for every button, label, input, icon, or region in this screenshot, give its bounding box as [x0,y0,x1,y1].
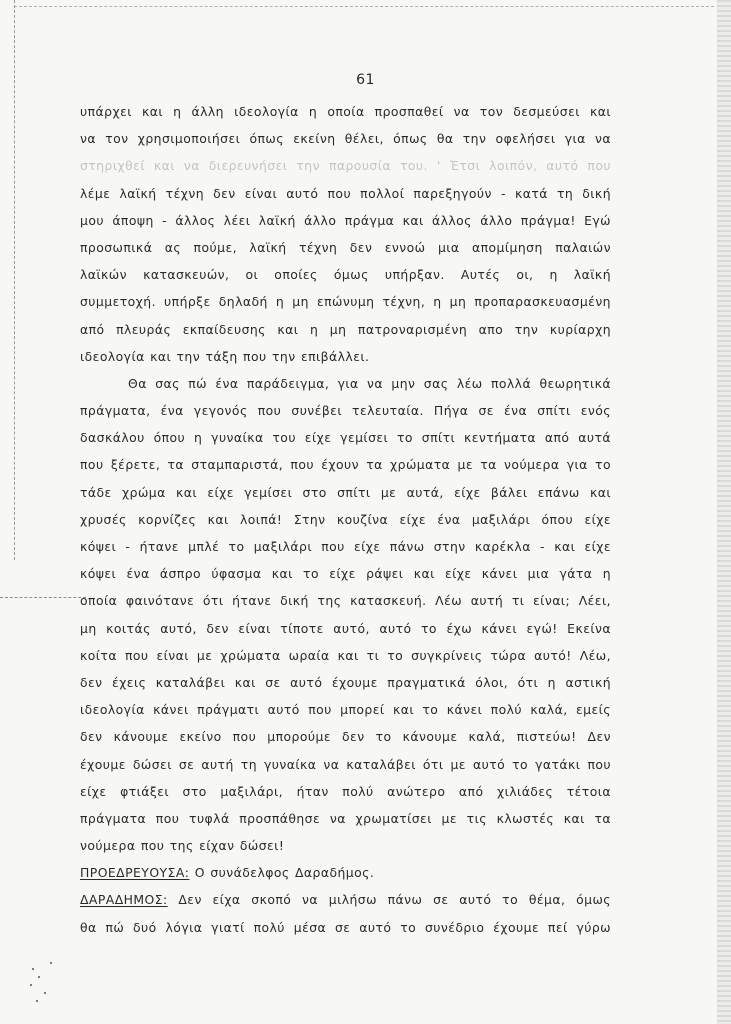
text-line: μη κοιτάς αυτό, δεν είναι τίποτε αυτό, αυτό το έχω κάνει εγώ! Εκείνα [80,620,611,636]
text-line: να τον χρησιμοποιήσει όπως εκείνη θέλει, όπως θα την οφελήσει για να [80,131,611,147]
speaker-name: ΠΡΟΕΔΡΕΥΟΥΣΑ: [80,865,190,881]
speech-text: Ο συνάδελφος Δαραδήμος. [189,865,375,881]
text-line: χρυσές κορνίζες και λοιπά! Στην κουζίνα είχε ένα μαξιλάρι όπου είχε [80,511,611,527]
text-line: που ξέρετε, τα σταμπαριστά, που έχουν τα χρώματα με τα νούμερα για το [80,457,611,473]
text-line: λαϊκών κατασκευών, οι οποίες όμως υπήρξαν. Αυτές οι, η λαϊκή [80,267,611,283]
text-line: Θα σας πώ ένα παράδειγμα, για να μην σας λέω πολλά θεωρητικά [128,375,611,391]
text-line: λέμε λαϊκή τέχνη δεν είναι αυτό που πολλοί παρεξηγούν - κατά τη δική [80,185,611,201]
speaker-name: ΔΑΡΑΔΗΜΟΣ: [80,892,168,908]
scan-right-edge [717,0,731,1024]
text-line: μου άποψη - άλλος λέει λαϊκή άλλο πράγμα και άλλος άλλο πράγμα! Εγώ [80,212,611,228]
text-line: πράγματα, ένα γεγονός που συνέβει τελευταία. Πήγα σε ένα σπίτι ενός [80,403,611,419]
page-number: 61 [356,72,375,88]
text-line: δεν κάνουμε εκείνο που μπορούμε δεν το κάνουμε καλά, πιστεύω! Δεν [80,729,611,745]
paragraph-2 [80,370,611,859]
text-line: κόψει - ήτανε μπλέ το μαξιλάρι που είχε πάνω στην καρέκλα - και είχε [80,539,611,554]
scan-specks [28,950,88,1010]
scan-top-edge [14,6,714,7]
speech-text: Δεν είχα σκοπό να μιλήσω πάνω σε αυτό το θέμα, όμως [167,892,611,908]
text-line: ιδεολογία και την τάξη που την επιβάλλει. [80,348,370,364]
text-line-faded: στηριχθεί και να διερευνήσει την παρουσία του. ' Έτσι λοιπόν, αυτό που [80,158,611,174]
text-line: συμμετοχή. υπήρξε δηλαδή η μη επώνυμη τέχνη, η μη προπαρασκευασμένη [80,294,611,310]
text-line: προσωπικά ας πούμε, λαϊκή τέχνη δεν εννοώ μια απομίμηση παλαιών [80,239,611,255]
document-body [80,98,611,941]
text-line: κοίτα που είναι με χρώματα ωραία και τι το συγκρίνεις τώρα αυτό! Λέω, [80,647,611,663]
fold-mark [0,597,86,598]
text-line: νούμερα που της είχαν δώσει! [80,838,285,854]
speech-daradimos [80,886,611,940]
paragraph-1 [80,98,611,370]
text-line: κόψει ένα άσπρο ύφασμα και το είχε ράψει και είχε κάνει μια γάτα η [80,566,611,582]
text-line: πράγματα που τυφλά προσπάθησε να χρωματίσει με τις κλωστές και τα [80,810,611,826]
text-line: είχε φτιάξει στο μαξιλάρι, ήταν πολύ ανώτερο από χιλιάδες τέτοια [80,783,611,799]
text-line: υπάρχει και η άλλη ιδεολογία η οποία προσπαθεί να τον δεσμεύσει και [80,104,611,119]
text-line: θα πώ δυό λόγια γιατί πολύ μέσα σε αυτό το συνέδριο έχουμε πεί γύρω [80,919,611,935]
text-line: δασκάλου όπου η γυναίκα του είχε γεμίσει το σπίτι κεντήματα από αυτά [80,430,611,446]
text-line: ιδεολογία κάνει πράγματι αυτό που μπορεί και το κάνει πολύ καλά, εμείς [80,702,611,718]
text-line: οποία φαινότανε ότι ήτανε δική της κατασκευή. Λέω αυτή τι είναι; Λέει, [80,593,611,609]
text-line: από πλευράς εκπαίδευσης και η μη πατροναρισμένη απο την κυρίαρχη [80,321,611,337]
speech-chair [80,859,611,886]
text-line: έχουμε δώσει σε αυτή τη γυναίκα να καταλάβει ότι με αυτό το γατάκι που [80,756,611,772]
text-line: τάδε χρώμα και είχε γεμίσει στο σπίτι με αυτά, είχε βάλει επάνω και [80,484,611,500]
text-line: δεν έχεις καταλάβει και σε αυτό έχουμε πραγματικά όλοι, ότι η αστική [80,674,611,690]
speech-first-line [80,886,611,913]
